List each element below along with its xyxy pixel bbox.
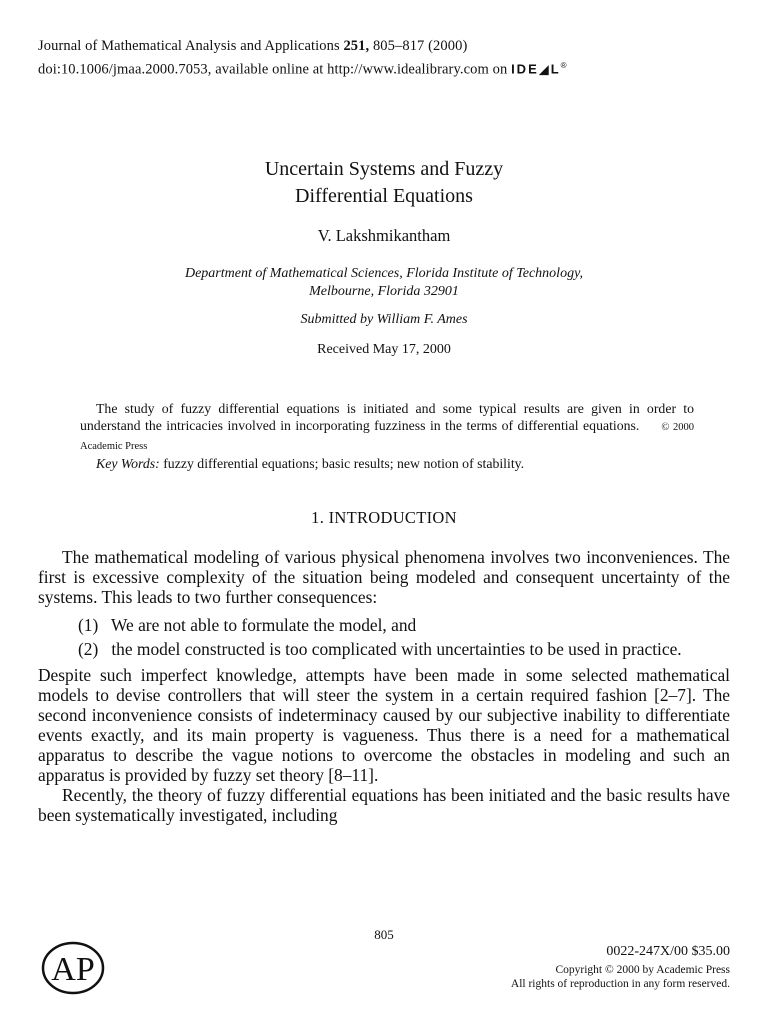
section-heading: 1. INTRODUCTION xyxy=(311,508,457,527)
abstract xyxy=(80,400,694,472)
paragraph: Despite such imperfect knowledge, attempts have been made in some selected mathematical models to devise controllers that will steer the system in a certain required fashion [2–7]. The second inconvenience consists of indeterminacy caused by our subjective inability to differentiate events exactly, and its main property is vagueness. Thus there is a need for a mathematical apparatus to describe the vague notions to overcome the obstacles in modeling and such an apparatus is provided by fuzzy set theory [8–11]. xyxy=(38,665,730,785)
affiliation-line-1: Department of Mathematical Sciences, Florida Institute of Technology, xyxy=(184,266,584,281)
affiliation-line-2: Melbourne, Florida 32901 xyxy=(309,284,459,299)
doi-text: doi:10.1006/jmaa.2000.7053, available online at http://www.idealibrary.com on xyxy=(38,61,508,78)
journal-header xyxy=(38,36,567,79)
affiliation xyxy=(0,265,768,301)
paragraph: The mathematical modeling of various physical phenomena involves two inconveniences. The first is excessive complexity of the situation being modeled and consequent uncertainty of the systems. This leads to two further consequences: xyxy=(38,547,730,607)
logo-text: AP xyxy=(51,951,95,988)
title-line-1: Uncertain Systems and Fuzzy xyxy=(264,158,504,180)
body-text xyxy=(38,547,730,825)
abstract-copyright: © 2000 Academic Press xyxy=(80,422,694,452)
rights-line: All rights of reproduction in any form reserved. xyxy=(510,978,730,990)
submitted-by: Submitted by William F. Ames xyxy=(300,312,468,327)
keywords-label: Key Words: xyxy=(96,456,160,471)
author: V. Lakshmikantham xyxy=(317,226,451,245)
copyright-line: Copyright © 2000 by Academic Press xyxy=(555,964,730,976)
abstract-text: The study of fuzzy differential equations is initiated and some typical results are given in order to understand the intricacies involved in incorporating fuzziness in the terms of differential equations. xyxy=(80,401,694,433)
page-number: 805 xyxy=(374,927,394,942)
journal-pages-year: 805–817 (2000) xyxy=(372,38,468,54)
keywords xyxy=(80,455,694,472)
received-date: Received May 17, 2000 xyxy=(317,342,451,357)
title-line-2: Differential Equations xyxy=(295,185,473,207)
registered-mark: ® xyxy=(560,61,567,70)
ideal-logo-text: IDE◢L xyxy=(511,61,561,77)
keywords-text: fuzzy differential equations; basic results; new notion of stability. xyxy=(163,456,525,471)
copyright-notice xyxy=(511,963,730,991)
abstract-body xyxy=(80,400,694,455)
journal-volume: 251, xyxy=(343,38,370,54)
list-item: (1) We are not able to formulate the model, and xyxy=(78,615,417,635)
list-item: (2) the model constructed is too complicated with uncertainties to be used in practice. xyxy=(78,639,682,659)
doi-line xyxy=(38,56,567,79)
journal-name: Journal of Mathematical Analysis and Applications xyxy=(38,38,340,54)
paragraph: Recently, the theory of fuzzy differential equations has been initiated and the basic results have been systematically investigated, including xyxy=(38,785,730,825)
paper-title xyxy=(0,156,768,210)
ideal-logo xyxy=(511,56,567,79)
academic-press-logo xyxy=(40,940,106,996)
price-code: 0022-247X/00 $35.00 xyxy=(606,944,730,959)
journal-citation xyxy=(38,36,567,56)
